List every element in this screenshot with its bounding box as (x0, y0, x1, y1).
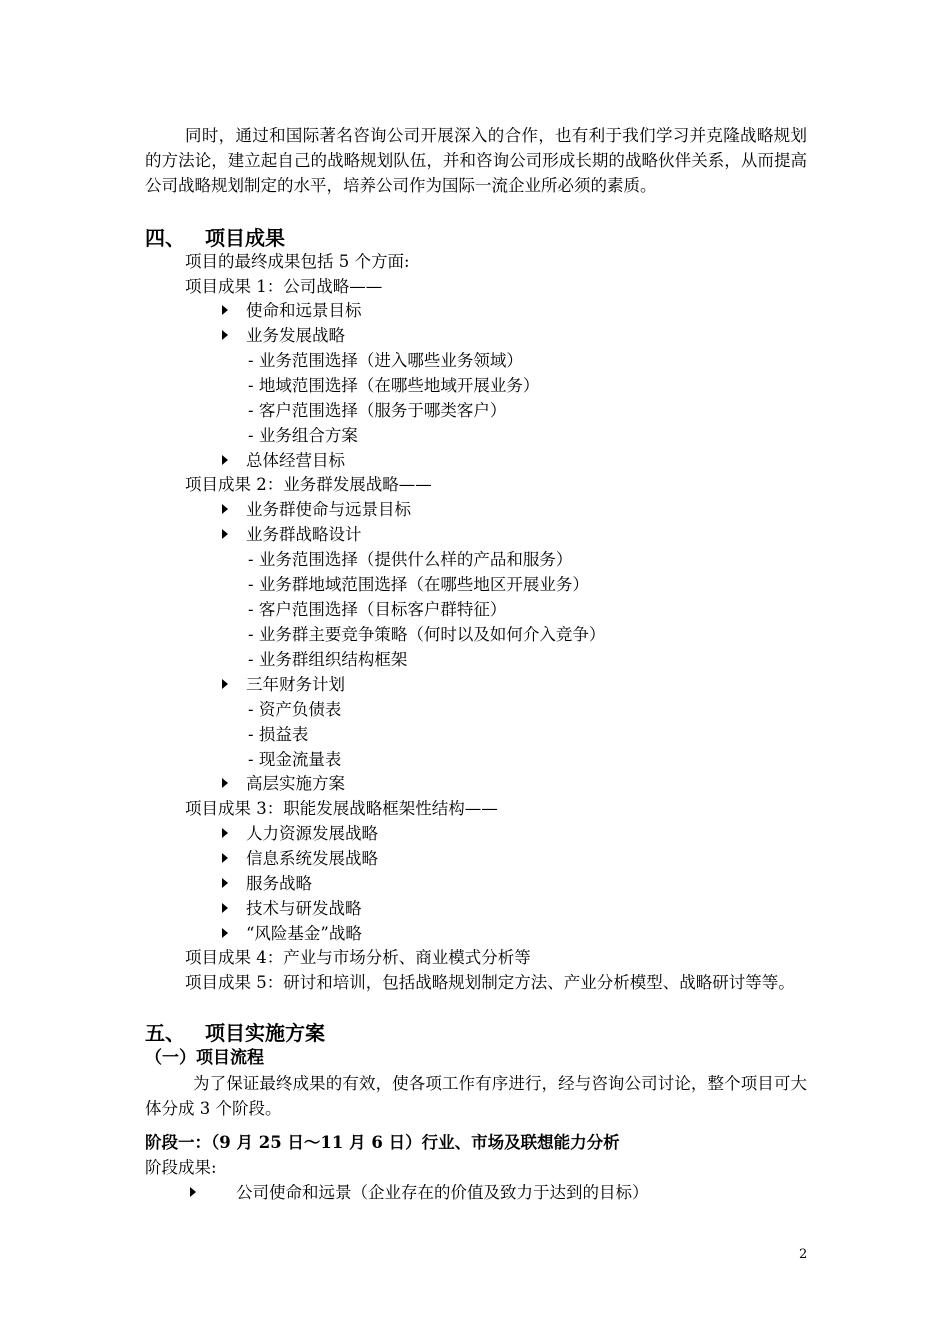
result-4: 项目成果 4：产业与市场分析、商业模式分析等 (185, 948, 531, 967)
triangle-bullet-icon (222, 903, 228, 913)
list-item: 人力资源发展战略 (222, 821, 378, 846)
section-5-heading (145, 1020, 325, 1046)
list-item: 技术与研发战略 (222, 896, 362, 921)
sub-list-item: - 地域范围选择（在哪些地域开展业务） (248, 376, 540, 395)
sub-list-item: - 业务组合方案 (248, 426, 358, 445)
list-item: 三年财务计划 (222, 672, 345, 697)
list-item: 信息系统发展战略 (222, 846, 378, 871)
sub-list-item: - 损益表 (248, 725, 309, 744)
triangle-bullet-icon (222, 305, 228, 315)
sub-list-item: - 业务范围选择（进入哪些业务领域） (248, 351, 523, 370)
result-5: 项目成果 5：研讨和培训，包括战略规划制定方法、产业分析模型、战略研讨等等。 (185, 973, 795, 992)
sub-list-item: - 业务群地域范围选择（在哪些地区开展业务） (248, 575, 589, 594)
triangle-bullet-icon (222, 878, 228, 888)
section-4-number: 四、 (145, 226, 185, 250)
process-paragraph: 为了保证最终成果的有效，使各项工作有序进行，经与咨询公司讨论，整个项目可大体分成 3 个阶段。 (145, 1074, 807, 1118)
sub-list-item: - 现金流量表 (248, 750, 342, 769)
list-item: 总体经营目标 (222, 448, 345, 473)
section-4-heading (145, 225, 285, 251)
sub-list-item: - 资产负债表 (248, 700, 342, 719)
phase-1-heading: 阶段一：（9 月 25 日～11 月 6 日）行业、市场及联想能力分析 (145, 1133, 620, 1152)
result-1-title: 项目成果 1：公司战略—— (185, 277, 383, 296)
sub-list-item: - 业务范围选择（提供什么样的产品和服务） (248, 550, 573, 569)
list-item: 业务群使命与远景目标 (222, 497, 411, 522)
triangle-bullet-icon (222, 455, 228, 465)
list-item: 业务发展战略 (222, 323, 345, 348)
sub-list-item: - 业务群组织结构框架 (248, 650, 408, 669)
list-item: 业务群战略设计 (222, 522, 362, 547)
results-lead: 项目的最终成果包括 5 个方面: (185, 252, 410, 271)
result-2-title: 项目成果 2：业务群发展战略—— (185, 475, 432, 494)
triangle-bullet-icon (222, 853, 228, 863)
phase-1-results-label: 阶段成果: (145, 1158, 217, 1177)
list-item: 高层实施方案 (222, 771, 345, 796)
triangle-bullet-icon (222, 679, 228, 689)
sub-list-item: - 业务群主要竞争策略（何时以及如何介入竞争） (248, 625, 606, 644)
section-5-number: 五、 (145, 1021, 185, 1045)
triangle-bullet-icon (222, 529, 228, 539)
triangle-bullet-icon (222, 778, 228, 788)
sub-list-item: - 客户范围选择（服务于哪类客户） (248, 401, 507, 420)
list-item: “风险基金”战略 (222, 921, 362, 946)
list-item: 服务战略 (222, 871, 312, 896)
section-4-title: 项目成果 (205, 226, 285, 250)
intro-paragraph: 同时，通过和国际著名咨询公司开展深入的合作，也有利于我们学习并克隆战略规划的方法论，建立起自己的战略规划队伍，并和咨询公司形成长期的战略伙伴关系，从而提高公司战略规划制定的水平，培养公司作为国际一流企业所必须的素质。 (145, 126, 807, 195)
list-item: 公司使命和远景（企业存在的价值及致力于达到的目标） (190, 1180, 649, 1205)
triangle-bullet-icon (190, 1187, 196, 1197)
section-5-title: 项目实施方案 (205, 1021, 325, 1045)
result-3-title: 项目成果 3：职能发展战略框架性结构—— (185, 799, 498, 818)
triangle-bullet-icon (222, 928, 228, 938)
triangle-bullet-icon (222, 330, 228, 340)
subsection-1-heading: （一）项目流程 (145, 1048, 264, 1068)
sub-list-item: - 客户范围选择（目标客户群特征） (248, 600, 507, 619)
list-item: 使命和远景目标 (222, 298, 362, 323)
triangle-bullet-icon (222, 504, 228, 514)
triangle-bullet-icon (222, 828, 228, 838)
page-number: 2 (799, 1247, 808, 1262)
